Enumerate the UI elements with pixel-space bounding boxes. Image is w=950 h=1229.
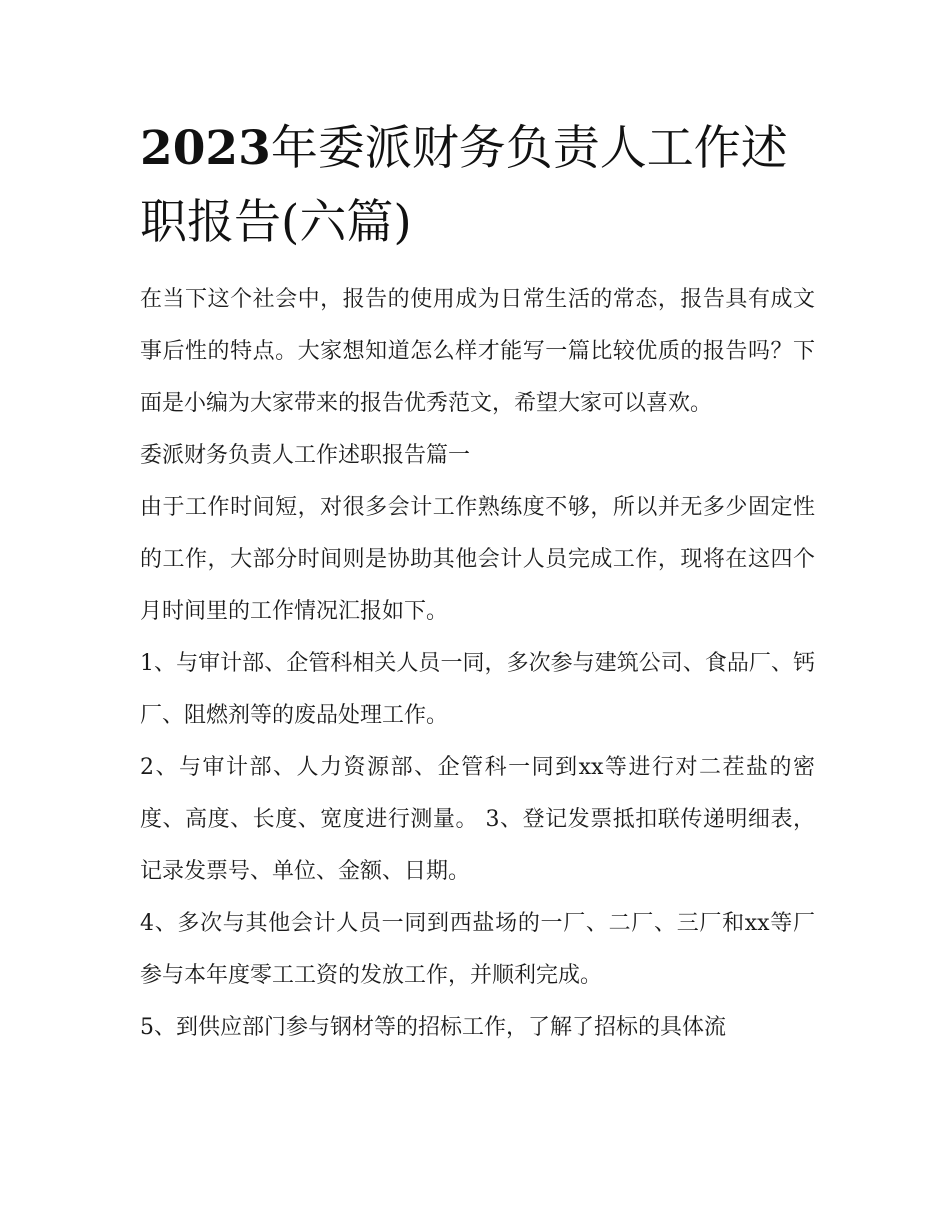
title-text: 年委派财务负责人工作述职报告(六篇) [140,121,788,250]
document-page [140,112,815,1054]
body-paragraph: 由于工作时间短，对很多会计工作熟练度不够，所以并无多少固定性的工作，大部分时间则是协助其他会计人员完成工作，现将在这四个月时间里的工作情况汇报如下。 [140,495,815,624]
document-title [140,112,815,260]
list-item-4: 4、多次与其他会计人员一同到西盐场的一厂、二厂、三厂和xx等厂参与本年度零工工资的发放工作，并顺利完成。 [140,911,815,988]
list-item-1: 1、与审计部、企管科相关人员一同，多次参与建筑公司、食品厂、钙厂、阻燃剂等的废品处理工作。 [140,651,815,728]
title-year: 2023 [140,121,271,176]
list-item-2-3: 2、与审计部、人力资源部、企管科一同到xx等进行对二茬盐的密度、高度、长度、宽度进行测量。 3、登记发票抵扣联传递明细表，记录发票号、单位、金额、日期。 [140,755,815,884]
intro-paragraph: 在当下这个社会中，报告的使用成为日常生活的常态，报告具有成文事后性的特点。大家想知道怎么样才能写一篇比较优质的报告吗？下面是小编为大家带来的报告优秀范文，希望大家可以喜欢。 [140,287,815,416]
list-item-5: 5、到供应部门参与钢材等的招标工作，了解了招标的具体流 [140,1015,726,1040]
section-heading: 委派财务负责人工作述职报告篇一 [140,443,471,468]
